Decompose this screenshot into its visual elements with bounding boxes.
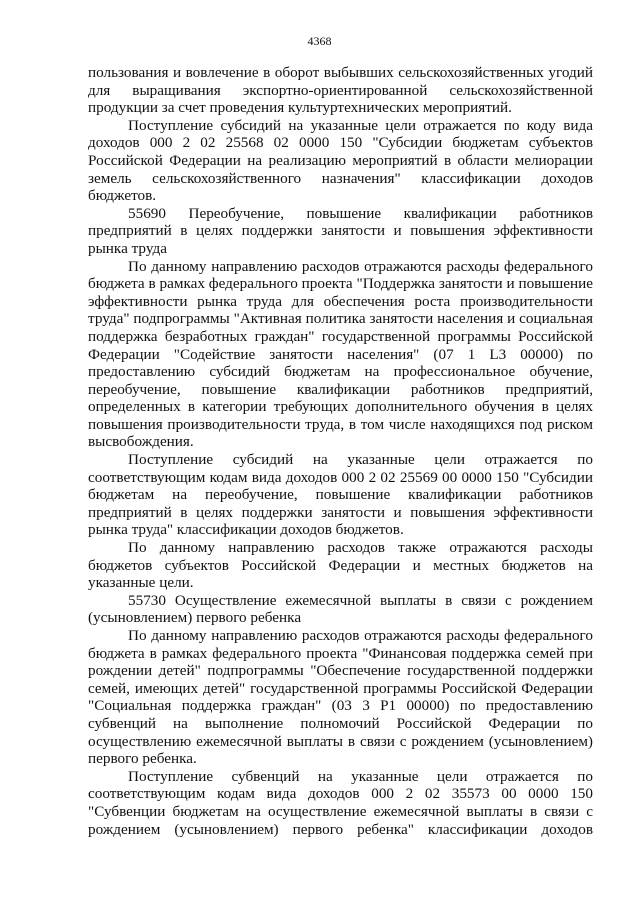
- paragraph-continuation: пользования и вовлечение в оборот выбывших сельскохозяйственных угодий для выращивания экспортно-ориентированной сельскохозяйственной продукции за счет проведения культуртехнических мероприятий.: [88, 64, 593, 117]
- paragraph-income-code-35573: Поступление субвенций на указанные цели отражается по соответствующим кодам вида доходов 000 2 02 35573 00 0000 150 "Субвенции бюджетам на осуществление ежемесячной выплаты в связи с рождением (усыновлением) первого ребенка" классификации доходов: [88, 767, 593, 838]
- paragraph-55690-expenses: По данному направлению расходов отражаются расходы федерального бюджета в рамках федерального проекта "Поддержка занятости и повышение эффективности рынка труда для обеспечения роста производительности труда" подпрограммы "Активная политика занятости населения и социальная поддержка безработных граждан" государственной программы Российской Федерации "Содействие занятости населения" (07 1 L3 00000) по предоставлению субсидий бюджетам на профессиональное обучение, переобучение, повышение квалификации работников предприятий, определенных в категории требующих дополнительного обучения в целях повышения производительности труда, в том числе находящихся под риском высвобождения.: [88, 257, 593, 451]
- paragraph-55690-regional: По данному направлению расходов также отражаются расходы бюджетов субъектов Российской Федерации и местных бюджетов на указанные цели.: [88, 539, 593, 592]
- paragraph-55730-expenses: По данному направлению расходов отражаются расходы федерального бюджета в рамках федерального проекта "Финансовая поддержка семей при рождении детей" подпрограммы "Обеспечение государственной поддержки семей, имеющих детей" государственной программы Российской Федерации "Социальная поддержка граждан" (03 3 P1 00000) по предоставлению субвенций на выполнение полномочий Российской Федерации по осуществлению ежемесячной выплаты в связи с рождением (усыновлением) первого ребенка.: [88, 627, 593, 768]
- section-heading-55690: 55690 Переобучение, повышение квалификации работников предприятий в целях поддержки занятости и повышения эффективности рынка труда: [88, 204, 593, 257]
- page-number: 4368: [307, 34, 332, 48]
- paragraph-income-code-25569: Поступление субсидий на указанные цели отражается по соответствующим кодам вида доходов 000 2 02 25569 00 0000 150 "Субсидии бюджетам на переобучение, повышение квалификации работников предприятий в целях поддержки занятости и повышения эффективности рынка труда" классификации доходов бюджетов.: [88, 451, 593, 539]
- document-body: [88, 64, 593, 838]
- section-heading-55730: 55730 Осуществление ежемесячной выплаты в связи с рождением (усыновлением) первого ребенка: [88, 591, 593, 627]
- paragraph-income-code-25568: Поступление субсидий на указанные цели отражается по коду вида доходов 000 2 02 25568 02 0000 150 "Субсидии бюджетам субъектов Российской Федерации на реализацию мероприятий в области мелиорации земель сельскохозяйственного назначения" классификации доходов бюджетов.: [88, 116, 593, 205]
